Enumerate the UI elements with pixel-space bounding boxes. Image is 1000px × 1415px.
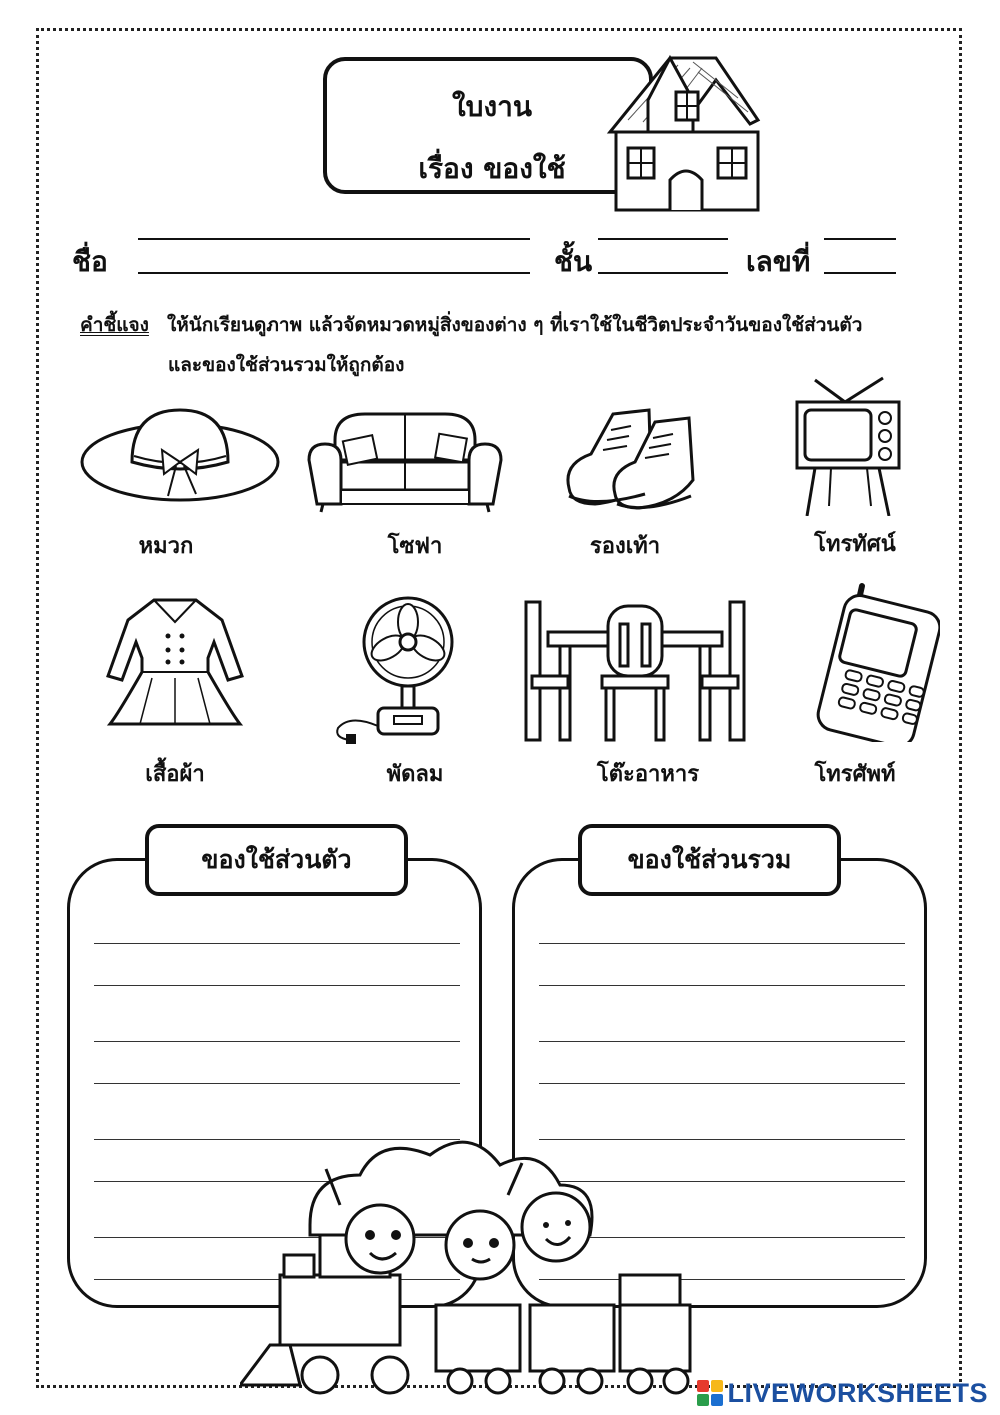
item-dining-table	[520, 596, 720, 786]
class-label: ชั้น	[554, 245, 593, 278]
worksheet-subtitle: เรื่อง ของใช้	[418, 152, 566, 185]
student-info-row	[72, 228, 902, 278]
name-label: ชื่อ	[72, 245, 108, 278]
item-label: โซฟา	[387, 534, 443, 559]
item-label: รองเท้า	[589, 534, 661, 559]
kids-train-illustration	[240, 1135, 700, 1395]
item-shoes	[555, 400, 755, 590]
logo-text: LIVEWORKSHEETS	[727, 1377, 988, 1408]
item-fan	[330, 596, 530, 786]
item-label: พัดลม	[386, 762, 444, 787]
number-field[interactable]	[824, 272, 896, 274]
answer-line[interactable]	[94, 985, 460, 986]
shared-items-title: ของใช้ส่วนรวม	[578, 824, 841, 896]
sofa-icon	[305, 400, 505, 520]
shoes-icon	[555, 400, 705, 520]
answer-line[interactable]	[539, 1041, 905, 1042]
item-mobile-phone	[800, 582, 1000, 787]
number-line-upper	[824, 238, 896, 240]
dining-table-icon	[520, 596, 750, 746]
house-icon	[598, 50, 768, 220]
name-field[interactable]	[138, 272, 530, 274]
item-hat	[80, 400, 280, 590]
dress-icon	[100, 596, 250, 736]
item-label: โทรทัศน์	[814, 532, 896, 557]
instructions-heading: คำชี้แจง	[80, 314, 149, 336]
personal-items-title: ของใช้ส่วนตัว	[145, 824, 408, 896]
class-field[interactable]	[598, 272, 728, 274]
answer-line[interactable]	[539, 1083, 905, 1084]
item-dress	[100, 596, 300, 786]
logo-mark-icon	[697, 1380, 723, 1406]
worksheet-title: ใบงาน	[452, 90, 532, 123]
answer-line[interactable]	[94, 1041, 460, 1042]
fan-icon	[330, 596, 470, 746]
item-label: โต๊ะอาหาร	[596, 762, 700, 787]
item-television	[775, 376, 975, 566]
instructions	[80, 305, 910, 376]
instructions-line-1: ให้นักเรียนดูภาพ แล้วจัดหมวดหมู่สิ่งของต่าง ๆ ที่เราใช้ในชีวิตประจำวันของใช้ส่วนตัว	[166, 314, 863, 336]
number-label: เลขที่	[746, 245, 811, 278]
item-label: หมวก	[138, 534, 194, 559]
answer-line[interactable]	[94, 943, 460, 944]
hat-icon	[80, 400, 280, 520]
instructions-line-2: และของใช้ส่วนรวมให้ถูกต้อง	[168, 354, 405, 376]
answer-line[interactable]	[539, 943, 905, 944]
name-line-upper	[138, 238, 530, 240]
class-line-upper	[598, 238, 728, 240]
answer-line[interactable]	[94, 1083, 460, 1084]
item-label: โทรศัพท์	[814, 762, 896, 787]
item-label: เสื้อผ้า	[145, 762, 205, 787]
mobile-phone-icon	[800, 582, 940, 742]
item-sofa	[305, 400, 505, 590]
answer-line[interactable]	[539, 985, 905, 986]
television-icon	[775, 376, 905, 516]
liveworksheets-logo	[697, 1375, 988, 1411]
